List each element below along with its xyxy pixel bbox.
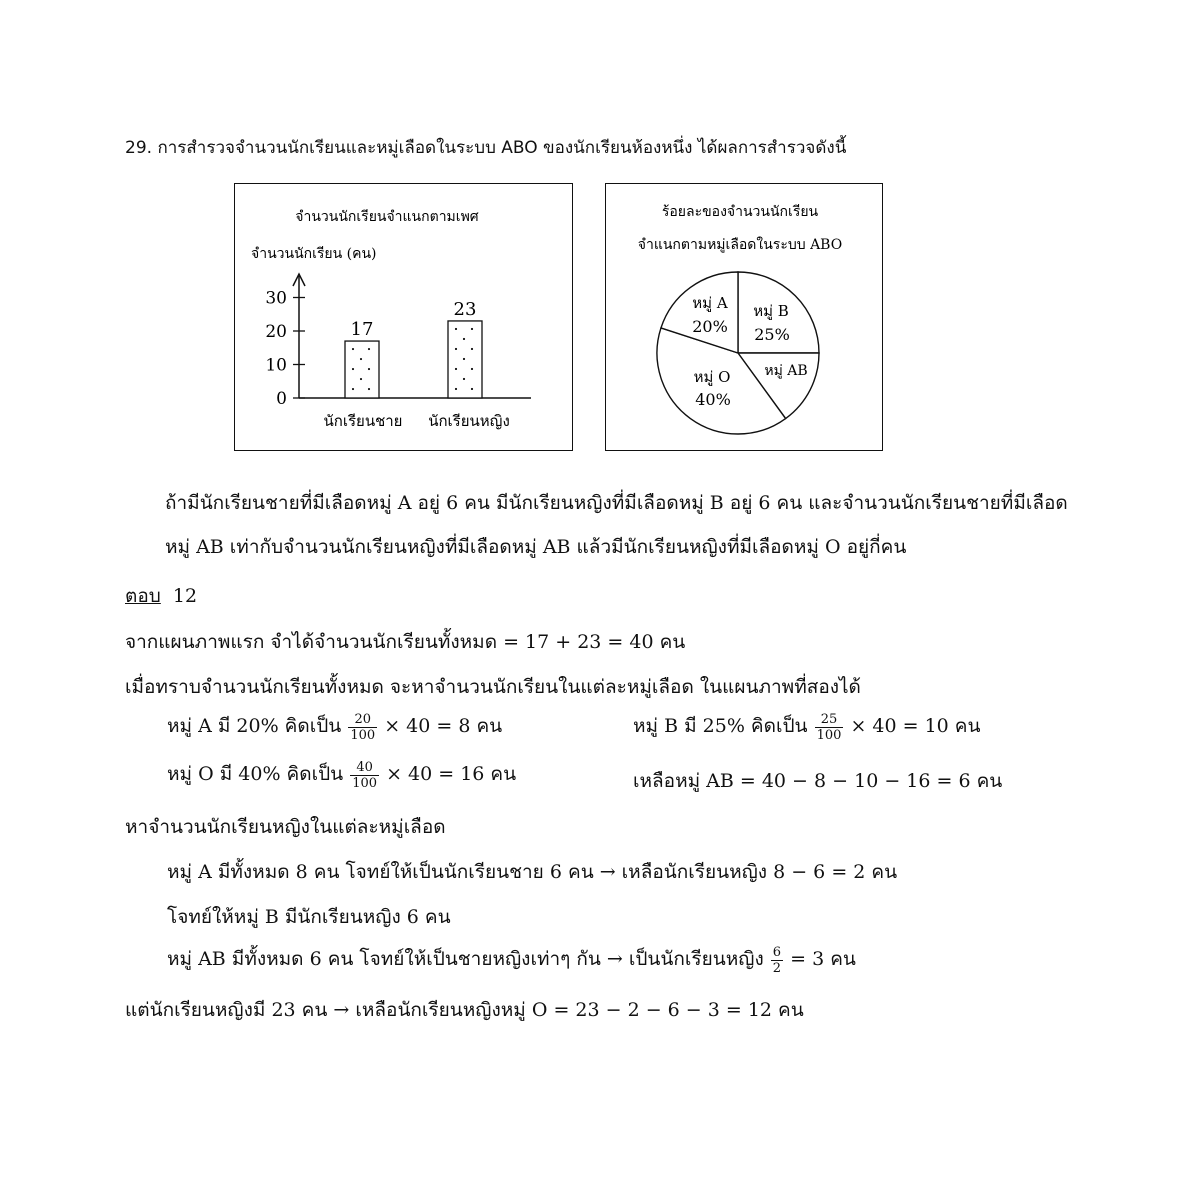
y-tick-label: 0 [276,389,287,409]
group-b-result: × 40 = 10 คน [850,715,981,737]
answer-value: 12 [172,585,198,607]
bar-chart-frame [234,183,573,451]
fraction-o [350,760,379,791]
pie-chart [606,184,884,452]
bar-dot [360,358,362,360]
bars [345,299,482,398]
group-a-result: × 40 = 8 คน [384,715,503,737]
pie-chart-title-line1: ร้อยละของจำนวนนักเรียน [661,204,819,220]
bar-dot [360,378,362,380]
bar-dot [471,348,473,350]
bar-dot [463,358,465,360]
bar-chart [235,184,574,452]
bar-dot [455,388,457,390]
bar-dot [368,348,370,350]
slice-label-ab-name: หมู่ AB [764,363,808,379]
slice-label-b-name: หมู่ B [753,302,789,320]
bar-chart-title: จำนวนนักเรียนจำแนกตามเพศ [295,209,479,225]
fraction-o-den: 100 [352,775,378,791]
y-tick-label: 30 [265,288,287,309]
bar-dot [368,368,370,370]
pie-slices [657,272,819,434]
group-a-text: หมู่ A มี 20% คิดเป็น [167,715,342,737]
bar-chart-ylabel: จำนวนนักเรียน (คน) [251,246,377,262]
slice-label-o-name: หมู่ O [693,368,731,386]
solution-group-a [167,711,502,743]
y-tick-label: 10 [265,355,287,376]
bar-dot [352,348,354,350]
solution-line-female-a: หมู่ A มีทั้งหมด 8 คน โจทย์ให้เป็นนักเรียนชาย 6 คน → เหลือนักเรียนหญิง 8 − 6 = 2 คน [167,861,898,883]
problem-line-2: หมู่ AB เท่ากับจำนวนนักเรียนหญิงที่มีเลือดหมู่ AB แล้วมีนักเรียนหญิงที่มีเลือดหมู่ O อยู่กี่คน [165,536,907,558]
fraction-ab-den: 2 [772,960,782,976]
fraction-ab [771,945,783,976]
x-tick-label-female: นักเรียนหญิง [428,412,510,430]
bar-dot [455,328,457,330]
bar-dot [455,348,457,350]
fraction-ab-num: 6 [772,944,782,960]
answer-label: ตอบ [125,585,161,607]
slice-label-o-value: 40% [695,390,731,409]
bar-male [345,341,379,398]
y-tick-label: 20 [265,322,287,342]
question-text: 29. การสำรวจจำนวนนักเรียนและหมู่เลือดในระบบ ABO ของนักเรียนห้องหนึ่ง ได้ผลการสำรวจดังนี้ [125,138,847,158]
slice-label-b-value: 25% [754,325,790,344]
bar-value-label: 23 [453,298,477,320]
answer-heading [125,581,197,611]
problem-line-1: ถ้ามีนักเรียนชายที่มีเลือดหมู่ A อยู่ 6 คน มีนักเรียนหญิงที่มีเลือดหมู่ B อยู่ 6 คน และจำนวนนักเรียนชายที่มีเลือด [165,492,1068,514]
solution-line-female-heading: หาจำนวนนักเรียนหญิงในแต่ละหมู่เลือด [125,816,446,838]
bar-dot [368,388,370,390]
solution-line-total: จากแผนภาพแรก จำได้จำนวนนักเรียนทั้งหมด = 17 + 23 = 40 คน [125,631,686,653]
bar-dot [463,338,465,340]
fraction-a-den: 100 [350,727,376,743]
bar-value-label: 17 [350,319,374,341]
solution-group-ab: เหลือหมู่ AB = 40 − 8 − 10 − 16 = 6 คน [633,770,1003,792]
group-o-result: × 40 = 16 คน [386,763,517,785]
solution-group-o [167,759,516,791]
bar-dot [471,368,473,370]
bar-dot [471,388,473,390]
fraction-a-num: 20 [348,712,377,728]
slice-label-a-name: หมู่ A [692,294,728,312]
pie-chart-title-line2: จำแนกตามหมู่เลือดในระบบ ABO [637,237,843,253]
fraction-b-den: 100 [816,727,842,743]
group-b-text: หมู่ B มี 25% คิดเป็น [633,715,808,737]
fraction-a [348,712,377,743]
bar-dot [455,368,457,370]
bar-dot [463,378,465,380]
solution-line-female-ab [167,944,856,976]
pie-chart-frame [605,183,883,451]
x-tick-label-male: นักเรียนชาย [323,412,403,430]
female-ab-result: = 3 คน [790,948,856,970]
fraction-o-num: 40 [350,760,379,776]
group-o-text: หมู่ O มี 40% คิดเป็น [167,763,344,785]
fraction-b [815,712,844,743]
solution-group-b [633,711,981,743]
slice-label-a-value: 20% [692,317,728,336]
solution-line-intro: เมื่อทราบจำนวนนักเรียนทั้งหมด จะหาจำนวนนักเรียนในแต่ละหมู่เลือด ในแผนภาพที่สองได้ [125,676,861,698]
bar-dot [352,388,354,390]
solution-line-final: แต่นักเรียนหญิงมี 23 คน → เหลือนักเรียนหญิงหมู่ O = 23 − 2 − 6 − 3 = 12 คน [125,999,804,1021]
female-ab-text: หมู่ AB มีทั้งหมด 6 คน โจทย์ให้เป็นชายหญิงเท่าๆ กัน → เป็นนักเรียนหญิง [167,948,764,970]
fraction-b-num: 25 [815,712,844,728]
bar-dot [352,368,354,370]
solution-line-female-b: โจทย์ให้หมู่ B มีนักเรียนหญิง 6 คน [167,906,451,928]
bar-dot [471,328,473,330]
bar-female [448,321,482,398]
